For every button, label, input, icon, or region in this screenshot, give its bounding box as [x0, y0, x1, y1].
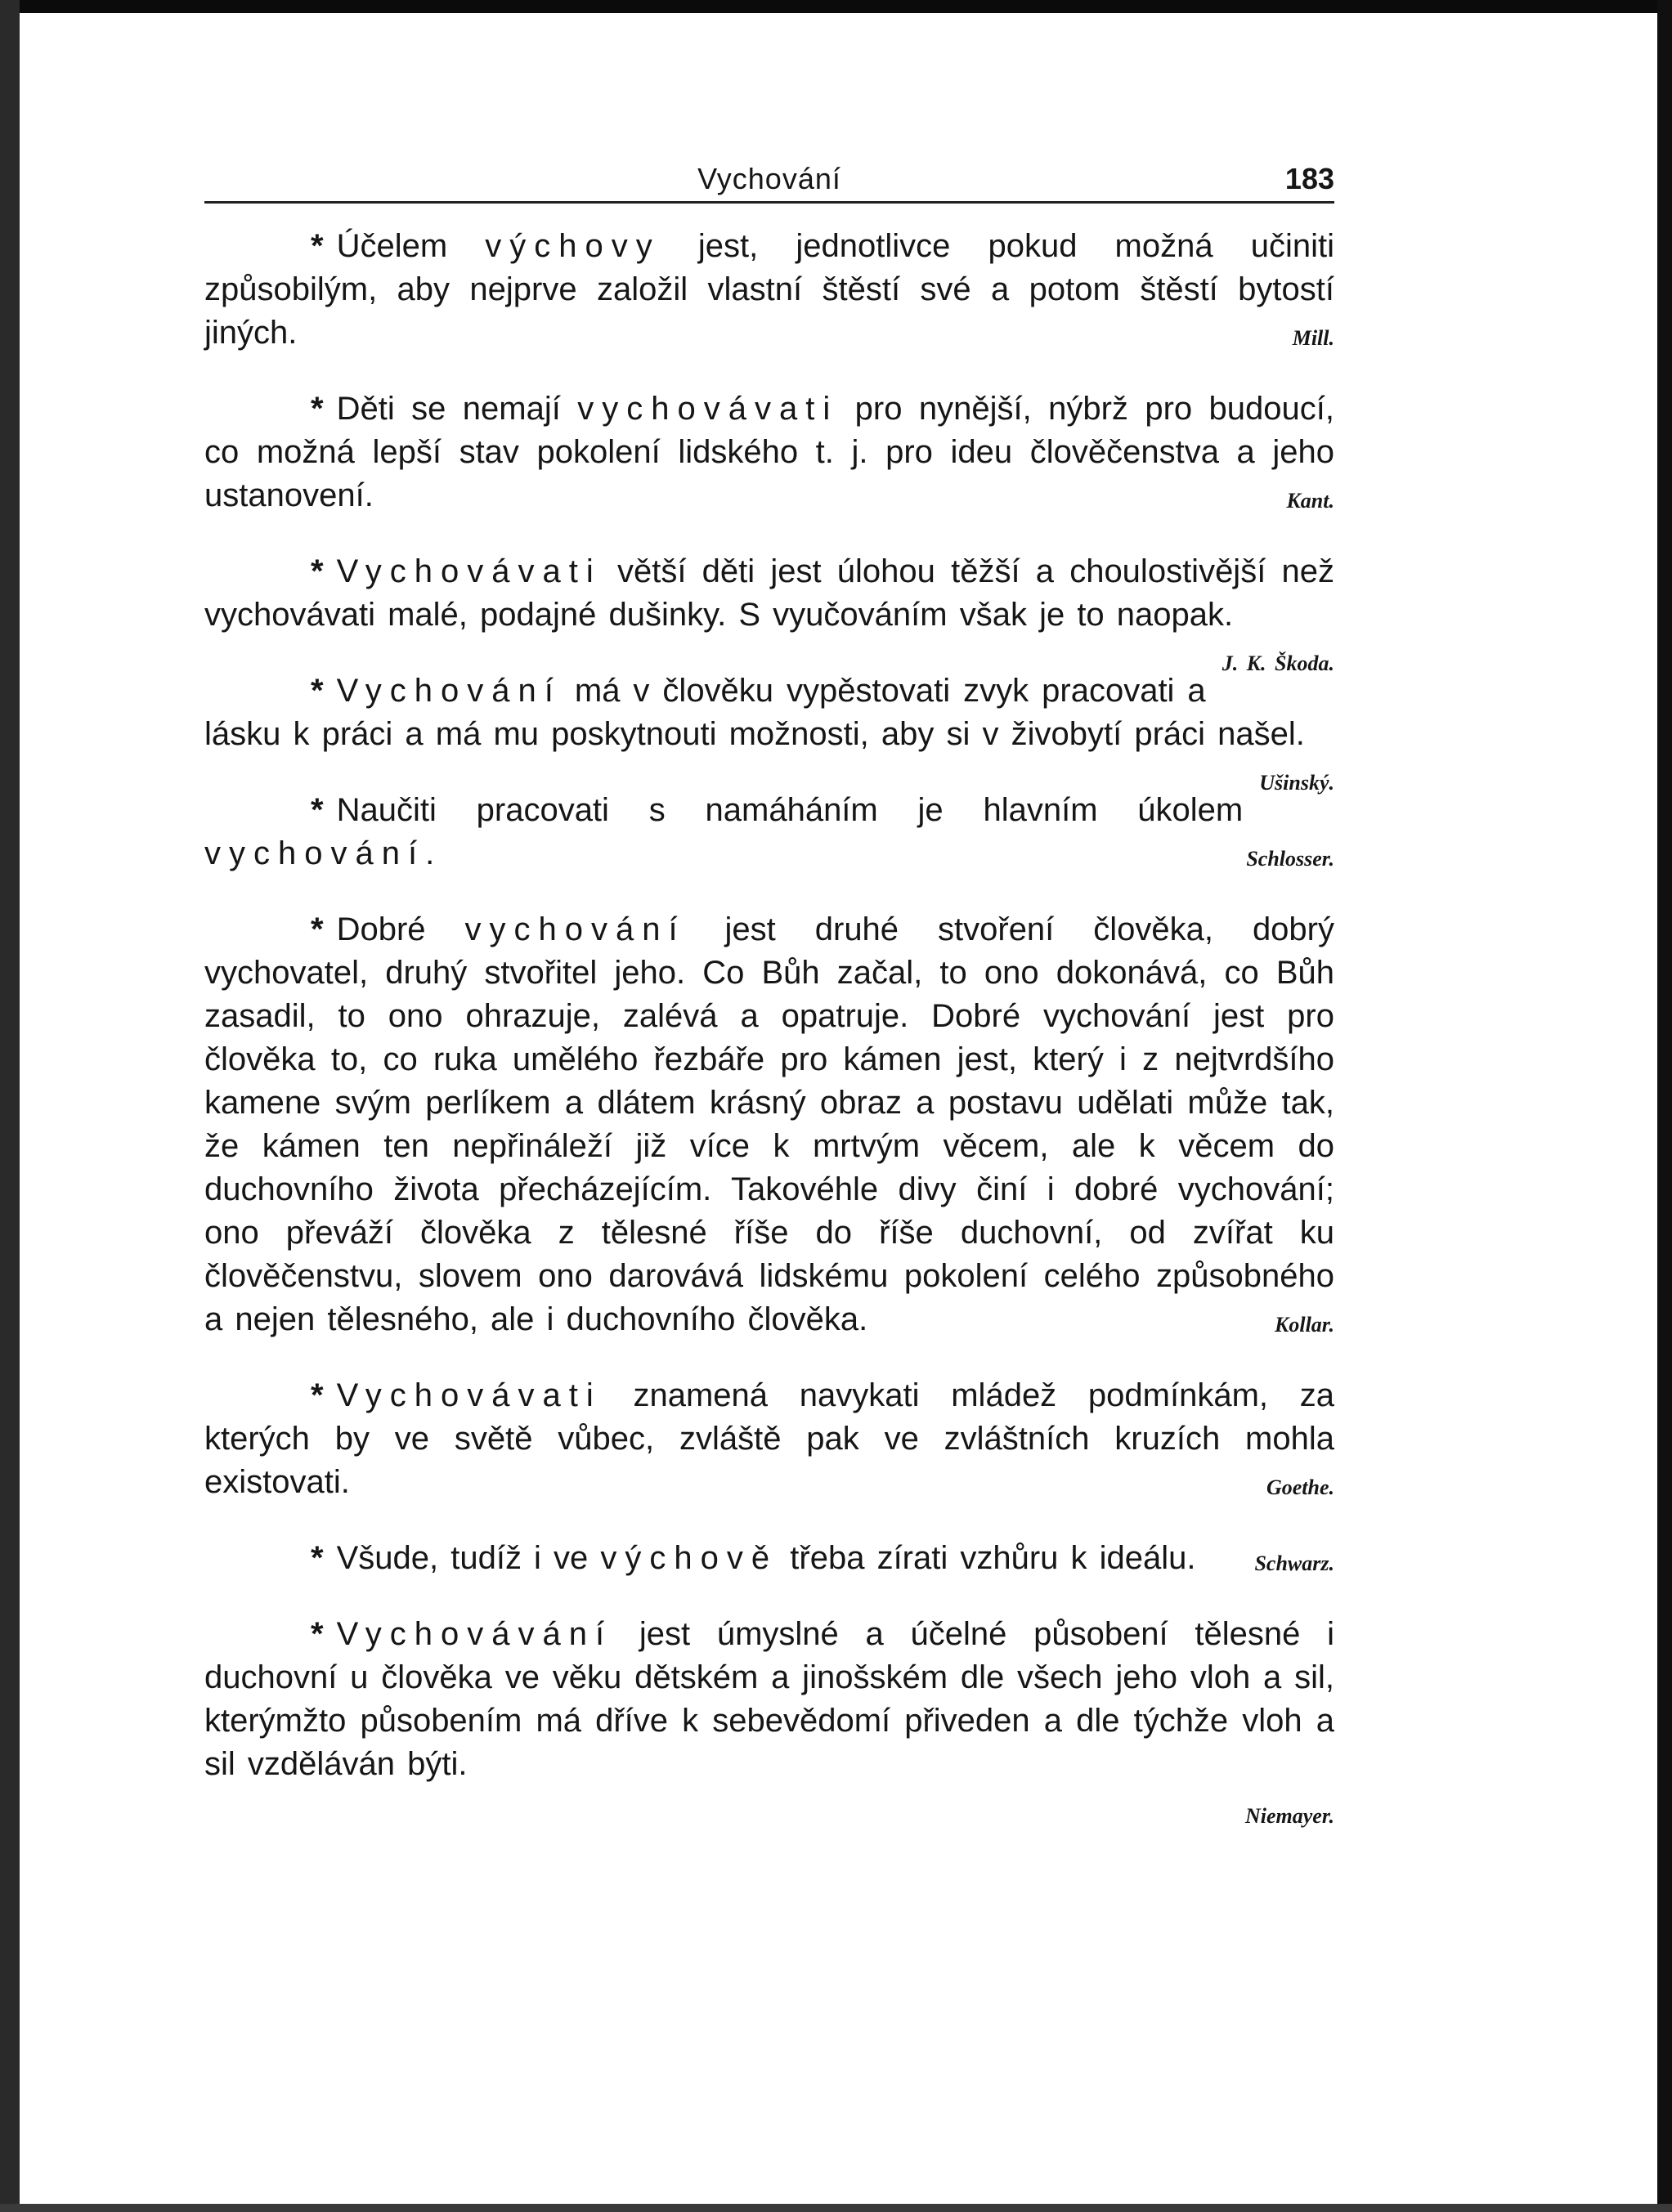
quote-text-before: Naučiti pracovati s namáháním je hlavním úkolem [336, 792, 1244, 828]
quote-text-before: Účelem [336, 228, 486, 264]
quote-text-after: jest druhé stvoření člověka, dobrý vychovatel, druhý stvořitel jeho. Co Bůh začal, to ono dokonává, co Bůh zasadil, to ono ohrazuje, zalévá a opatruje. Dobré vychování jest pro člověka to, co ruka umělého řezbáře pro kámen jest, který i z nejtvrdšího kamene svým perlíkem a dlátem krásný obraz a postavu udělati může tak, že kámen ten nepřináleží již více k mrtvým věcem, ale k věcem do duchovního života přecházejícím. Takovéhle divy činí i dobré vychování; ono převáží člověka z tělesné říše do říše duchovní, od zvířat ku člověčenstvu, slovem ono darovává lidskému pokolení celého způsobného a nejen tělesného, ale i duchovního člověka. [204, 911, 1334, 1337]
quote-1 [204, 225, 1334, 355]
quote-text-after: jest, jednotlivce pokud možná učiniti způsobilým, aby nejprve založil vlastní štěstí své a potom štěstí bytostí jiných. [204, 228, 1334, 351]
quote-3 [204, 550, 1334, 675]
quote-text-after: jest úmyslné a účelné působení tělesné i duchovní u člověka ve věku dětském a jinošském dle všech jeho vloh a sil, kterýmžto působením má dříve k sebevědomí přiveden a dle týchže vloh a sil vzděláván býti. [204, 1616, 1334, 1782]
star-icon: * [311, 1616, 324, 1652]
scan-border-right [1657, 0, 1672, 2212]
page-title: Vychování [697, 162, 841, 195]
scan-border-bottom [0, 2204, 1672, 2212]
quote-8 [204, 1537, 1334, 1580]
quote-9 [204, 1613, 1334, 1838]
quote-text-after: větší děti jest úlohou těžší a choulostivější než vychovávati malé, podajné dušinky. S vyučováním však je to naopak. [204, 553, 1334, 633]
star-icon: * [311, 1377, 324, 1413]
star-icon: * [311, 1540, 324, 1576]
quote-5 [204, 789, 1334, 875]
quote-text-after: má v člověku vypěstovati zvyk pracovati a lásku k práci a má mu poskytnouti možnosti, aby si v živobytí práci našel. [204, 673, 1305, 752]
page-number: 183 [1284, 162, 1334, 195]
quote-text-before: Všude, tudíž i ve [336, 1540, 601, 1576]
quote-text-after: pro nynější, nýbrž pro budoucí, co možná lepší stav pokolení lidského t. j. pro ideu člověčenstva a jeho ustanovení. [204, 391, 1334, 513]
quote-author: J. K. Škoda. [1222, 652, 1334, 675]
quote-7 [204, 1374, 1334, 1504]
quote-author: Goethe. [1266, 1475, 1334, 1499]
quote-author: Mill. [1292, 326, 1334, 350]
quote-emphasis: Vychovávati [336, 553, 602, 589]
quote-emphasis: vychování [464, 911, 686, 947]
quote-emphasis: Vychovávání [336, 1616, 613, 1652]
quote-text-before: Děti se nemají [336, 391, 578, 427]
quote-emphasis: vychovávati [577, 391, 839, 427]
quote-author: Ušinský. [1259, 771, 1334, 795]
quote-emphasis: vychování [204, 835, 426, 871]
running-header [204, 155, 1334, 204]
quote-emphasis: výchově [600, 1540, 778, 1576]
star-icon: * [311, 911, 324, 947]
book-page [204, 155, 1334, 1870]
quote-4 [204, 669, 1334, 795]
quote-list [204, 225, 1334, 1838]
scan-border-top [0, 0, 1672, 13]
quote-emphasis: Vychovávati [336, 1377, 602, 1413]
quote-text-after: . [425, 835, 435, 871]
star-icon: * [311, 673, 324, 709]
star-icon: * [311, 553, 324, 589]
quote-emphasis: Vychování [336, 673, 562, 709]
quote-text-after: znamená navykati mládež podmínkám, za kterých by ve světě vůbec, zvláště pak ve zvláštních kruzích mohla existovati. [204, 1377, 1334, 1500]
quote-emphasis: výchovy [485, 228, 661, 264]
star-icon: * [311, 228, 324, 264]
quote-author: Kollar. [1275, 1313, 1334, 1337]
quote-text-after: třeba zírati vzhůru k ideálu. [778, 1540, 1196, 1576]
quote-author: Kant. [1286, 489, 1334, 513]
quote-2 [204, 387, 1334, 517]
quote-author: Niemayer. [1244, 1804, 1334, 1828]
scan-border-left [0, 0, 20, 2212]
star-icon: * [311, 391, 324, 427]
quote-text-before: Dobré [336, 911, 465, 947]
star-icon: * [311, 792, 324, 828]
quote-6 [204, 908, 1334, 1341]
quote-author: Schwarz. [1254, 1552, 1334, 1575]
quote-author: Schlosser. [1246, 847, 1334, 871]
